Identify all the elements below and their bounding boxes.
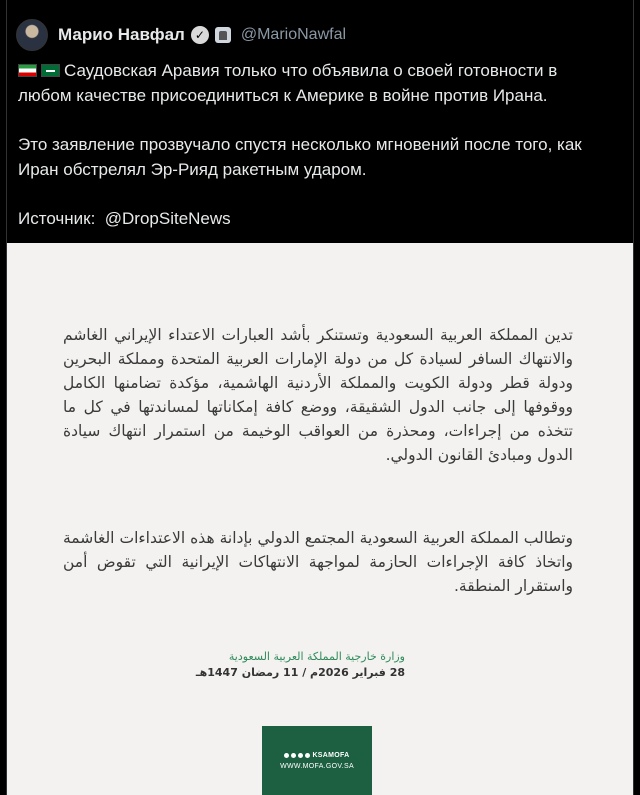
post-text <box>18 58 614 255</box>
social-icon <box>305 753 310 758</box>
social-icon <box>298 753 303 758</box>
author-handle[interactable]: @MarioNawfal <box>240 26 347 43</box>
post-paragraph-1-text: Саудовская Аравия только что объявила о своей готовности в любом качестве присоединиться к Америке в войне против Ирана. <box>18 61 558 105</box>
statement-paragraph-2: وتطالب المملكة العربية السعودية المجتمع الدولي بإدانة هذه الاعتداءات الغاشمة واتخاذ كافة الإجراءات الحازمة لمواجهة الانتهاكات الإيرانية التي تقوض أمن واستقرار المنطقة. <box>63 529 573 595</box>
post-paragraph-2: Это заявление прозвучало спустя несколько мгновений после того, как Иран обстрелял Эр-Рияд ракетным ударом. <box>18 135 582 179</box>
ministry-name: وزارة خارجية المملكة العربية السعودية <box>228 650 405 663</box>
mofa-social-handle <box>284 752 349 759</box>
author-avatar[interactable] <box>16 19 48 51</box>
mofa-logo-box <box>262 726 372 795</box>
author-name[interactable]: Марио Навфал <box>58 25 185 44</box>
iran-flag-icon <box>18 64 37 77</box>
verified-check-icon: ✓ <box>191 26 209 44</box>
social-icon <box>284 753 289 758</box>
statement-date: 28 فبراير 2026م / 11 رمضان 1447هـ <box>195 666 405 679</box>
post-header <box>16 18 346 52</box>
post-source <box>18 206 614 231</box>
source-label: Источник: <box>18 209 96 228</box>
affiliate-badge-icon[interactable] <box>215 27 231 43</box>
attached-statement-image[interactable] <box>7 243 633 795</box>
source-handle-link[interactable]: @DropSiteNews <box>104 209 231 228</box>
post-paragraph-1 <box>18 58 614 108</box>
social-icon <box>291 753 296 758</box>
saudi-flag-icon <box>41 64 60 77</box>
statement-paragraph-1: تدين المملكة العربية السعودية وتستنكر بأشد العبارات الاعتداء الإيراني الغاشم والانتهاك السافر لسيادة كل من دولة الإمارات العربية المتحدة ومملكة البحرين ودولة قطر ودولة الكويت والمملكة الأردنية الهاشمية، مؤكدة تضامنها الكامل ووقوفها إلى جانب الدول الشقيقة، ووضع كافة إمكاناتها لمساندتها في كل ما تتخذه من إجراءات، ومحذرة من العواقب الوخيمة من استمرار انتهاك سيادة الدول ومبادئ القانون الدولي. <box>63 326 573 464</box>
mofa-handle-text: KSAMOFA <box>312 751 350 759</box>
statement-signature <box>196 649 405 681</box>
mofa-url: WWW.MOFA.GOV.SA <box>280 762 354 770</box>
